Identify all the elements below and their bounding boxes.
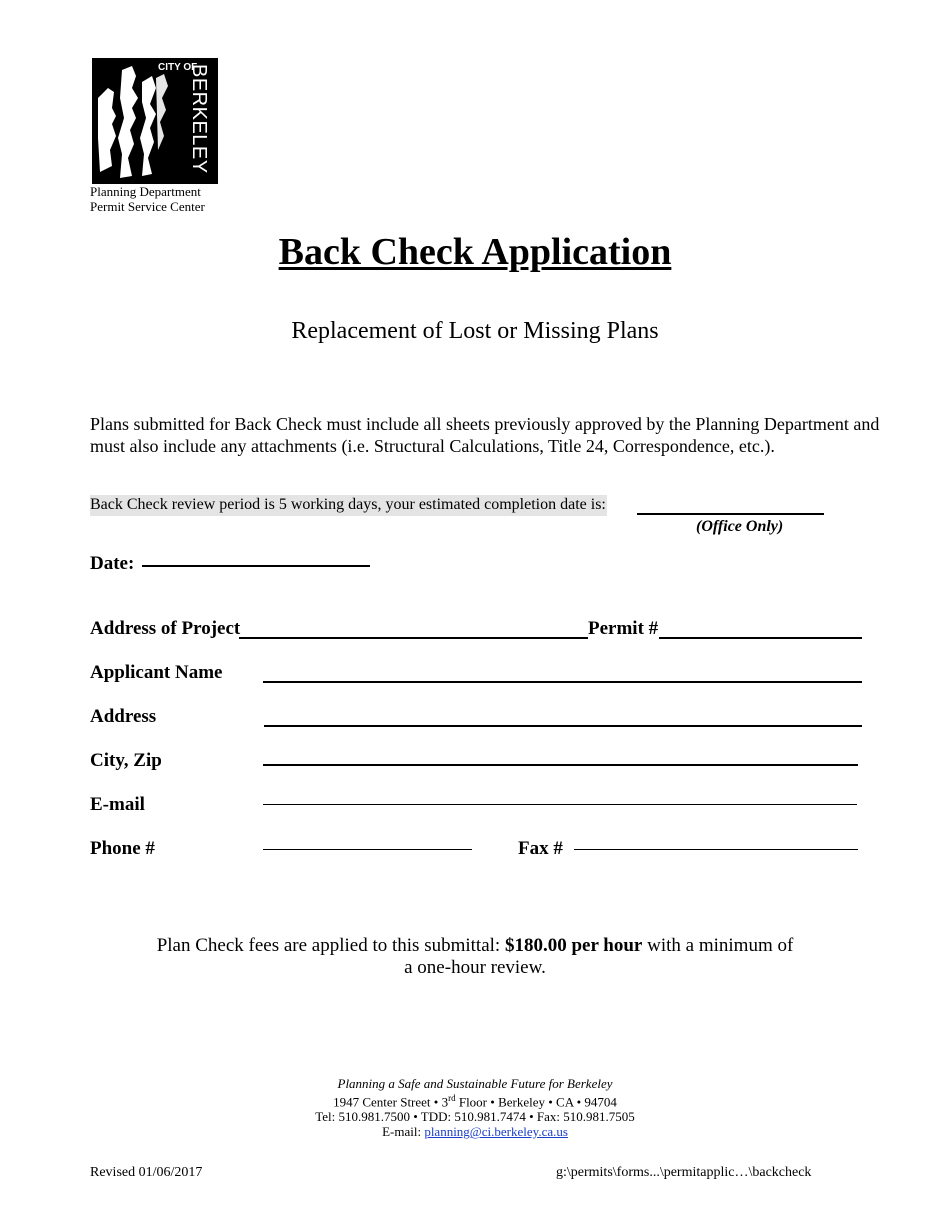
fee-suffix: with a minimum of: [642, 935, 794, 956]
footer-phones: Tel: 510.981.7500 • TDD: 510.981.7474 • Fax: 510.981.7505: [315, 1109, 635, 1125]
intro-paragraph: Plans submitted for Back Check must include all sheets previously approved by the Planning Department and must also include any attachments (i.e. Structural Calculations, Title 24, Correspondence, etc.).: [90, 414, 880, 456]
completion-date-field[interactable]: [637, 513, 824, 515]
fee-statement: [0, 935, 950, 979]
address-label: Address: [90, 706, 157, 727]
address-of-project-label: Address of Project: [90, 618, 241, 639]
fee-line-1: [0, 935, 950, 957]
revised-date: Revised 01/06/2017: [90, 1165, 203, 1180]
permit-number-label: Permit #: [588, 618, 659, 639]
department-name: Planning Department: [90, 184, 201, 199]
permit-number-field[interactable]: [659, 637, 862, 639]
footer-address: [0, 1091, 950, 1109]
footer: [0, 1076, 950, 1139]
footer-tagline: Planning a Safe and Sustainable Future for Berkeley: [337, 1076, 613, 1091]
applicant-name-label: Applicant Name: [90, 662, 223, 683]
page-title: Back Check Application: [278, 231, 672, 273]
department-info: [90, 184, 205, 214]
city-zip-label: City, Zip: [90, 750, 162, 771]
applicant-name-field[interactable]: [263, 681, 862, 683]
fax-field[interactable]: [574, 849, 858, 850]
date-field[interactable]: [142, 565, 370, 567]
logo-berkeley-text: BERKELEY: [188, 64, 210, 174]
page-subtitle: Replacement of Lost or Missing Plans: [291, 318, 659, 344]
logo-city-of-text: CITY OF: [158, 62, 198, 73]
footer-address-suffix: Floor • Berkeley • CA • 94704: [455, 1094, 617, 1110]
fee-line-2: a one-hour review.: [404, 957, 546, 978]
phone-field[interactable]: [263, 849, 472, 850]
fax-label: Fax #: [518, 838, 563, 859]
date-label: Date:: [90, 553, 135, 574]
city-zip-field[interactable]: [263, 764, 858, 766]
address-field[interactable]: [264, 725, 862, 727]
fee-prefix: Plan Check fees are applied to this submittal:: [156, 935, 505, 956]
footer-email-line: [0, 1124, 950, 1139]
footer-address-sup: rd: [448, 1093, 456, 1103]
footer-email-label: E-mail:: [382, 1124, 425, 1140]
fee-amount: $180.00 per hour: [504, 935, 643, 956]
email-field[interactable]: [263, 804, 857, 805]
address-of-project-field[interactable]: [239, 637, 588, 639]
phone-label: Phone #: [90, 838, 155, 859]
email-label: E-mail: [90, 794, 145, 815]
office-only-note: (Office Only): [696, 518, 784, 535]
footer-email-link[interactable]: planning@ci.berkeley.ca.us: [424, 1124, 568, 1140]
file-path: g:\permits\forms...\permitapplic…\backcheck: [556, 1165, 812, 1180]
footer-address-prefix: 1947 Center Street • 3: [333, 1094, 449, 1110]
review-period-text: Back Check review period is 5 working days, your estimated completion date is:: [90, 495, 607, 516]
city-of-berkeley-logo: [92, 58, 218, 184]
service-center-name: Permit Service Center: [90, 199, 205, 214]
